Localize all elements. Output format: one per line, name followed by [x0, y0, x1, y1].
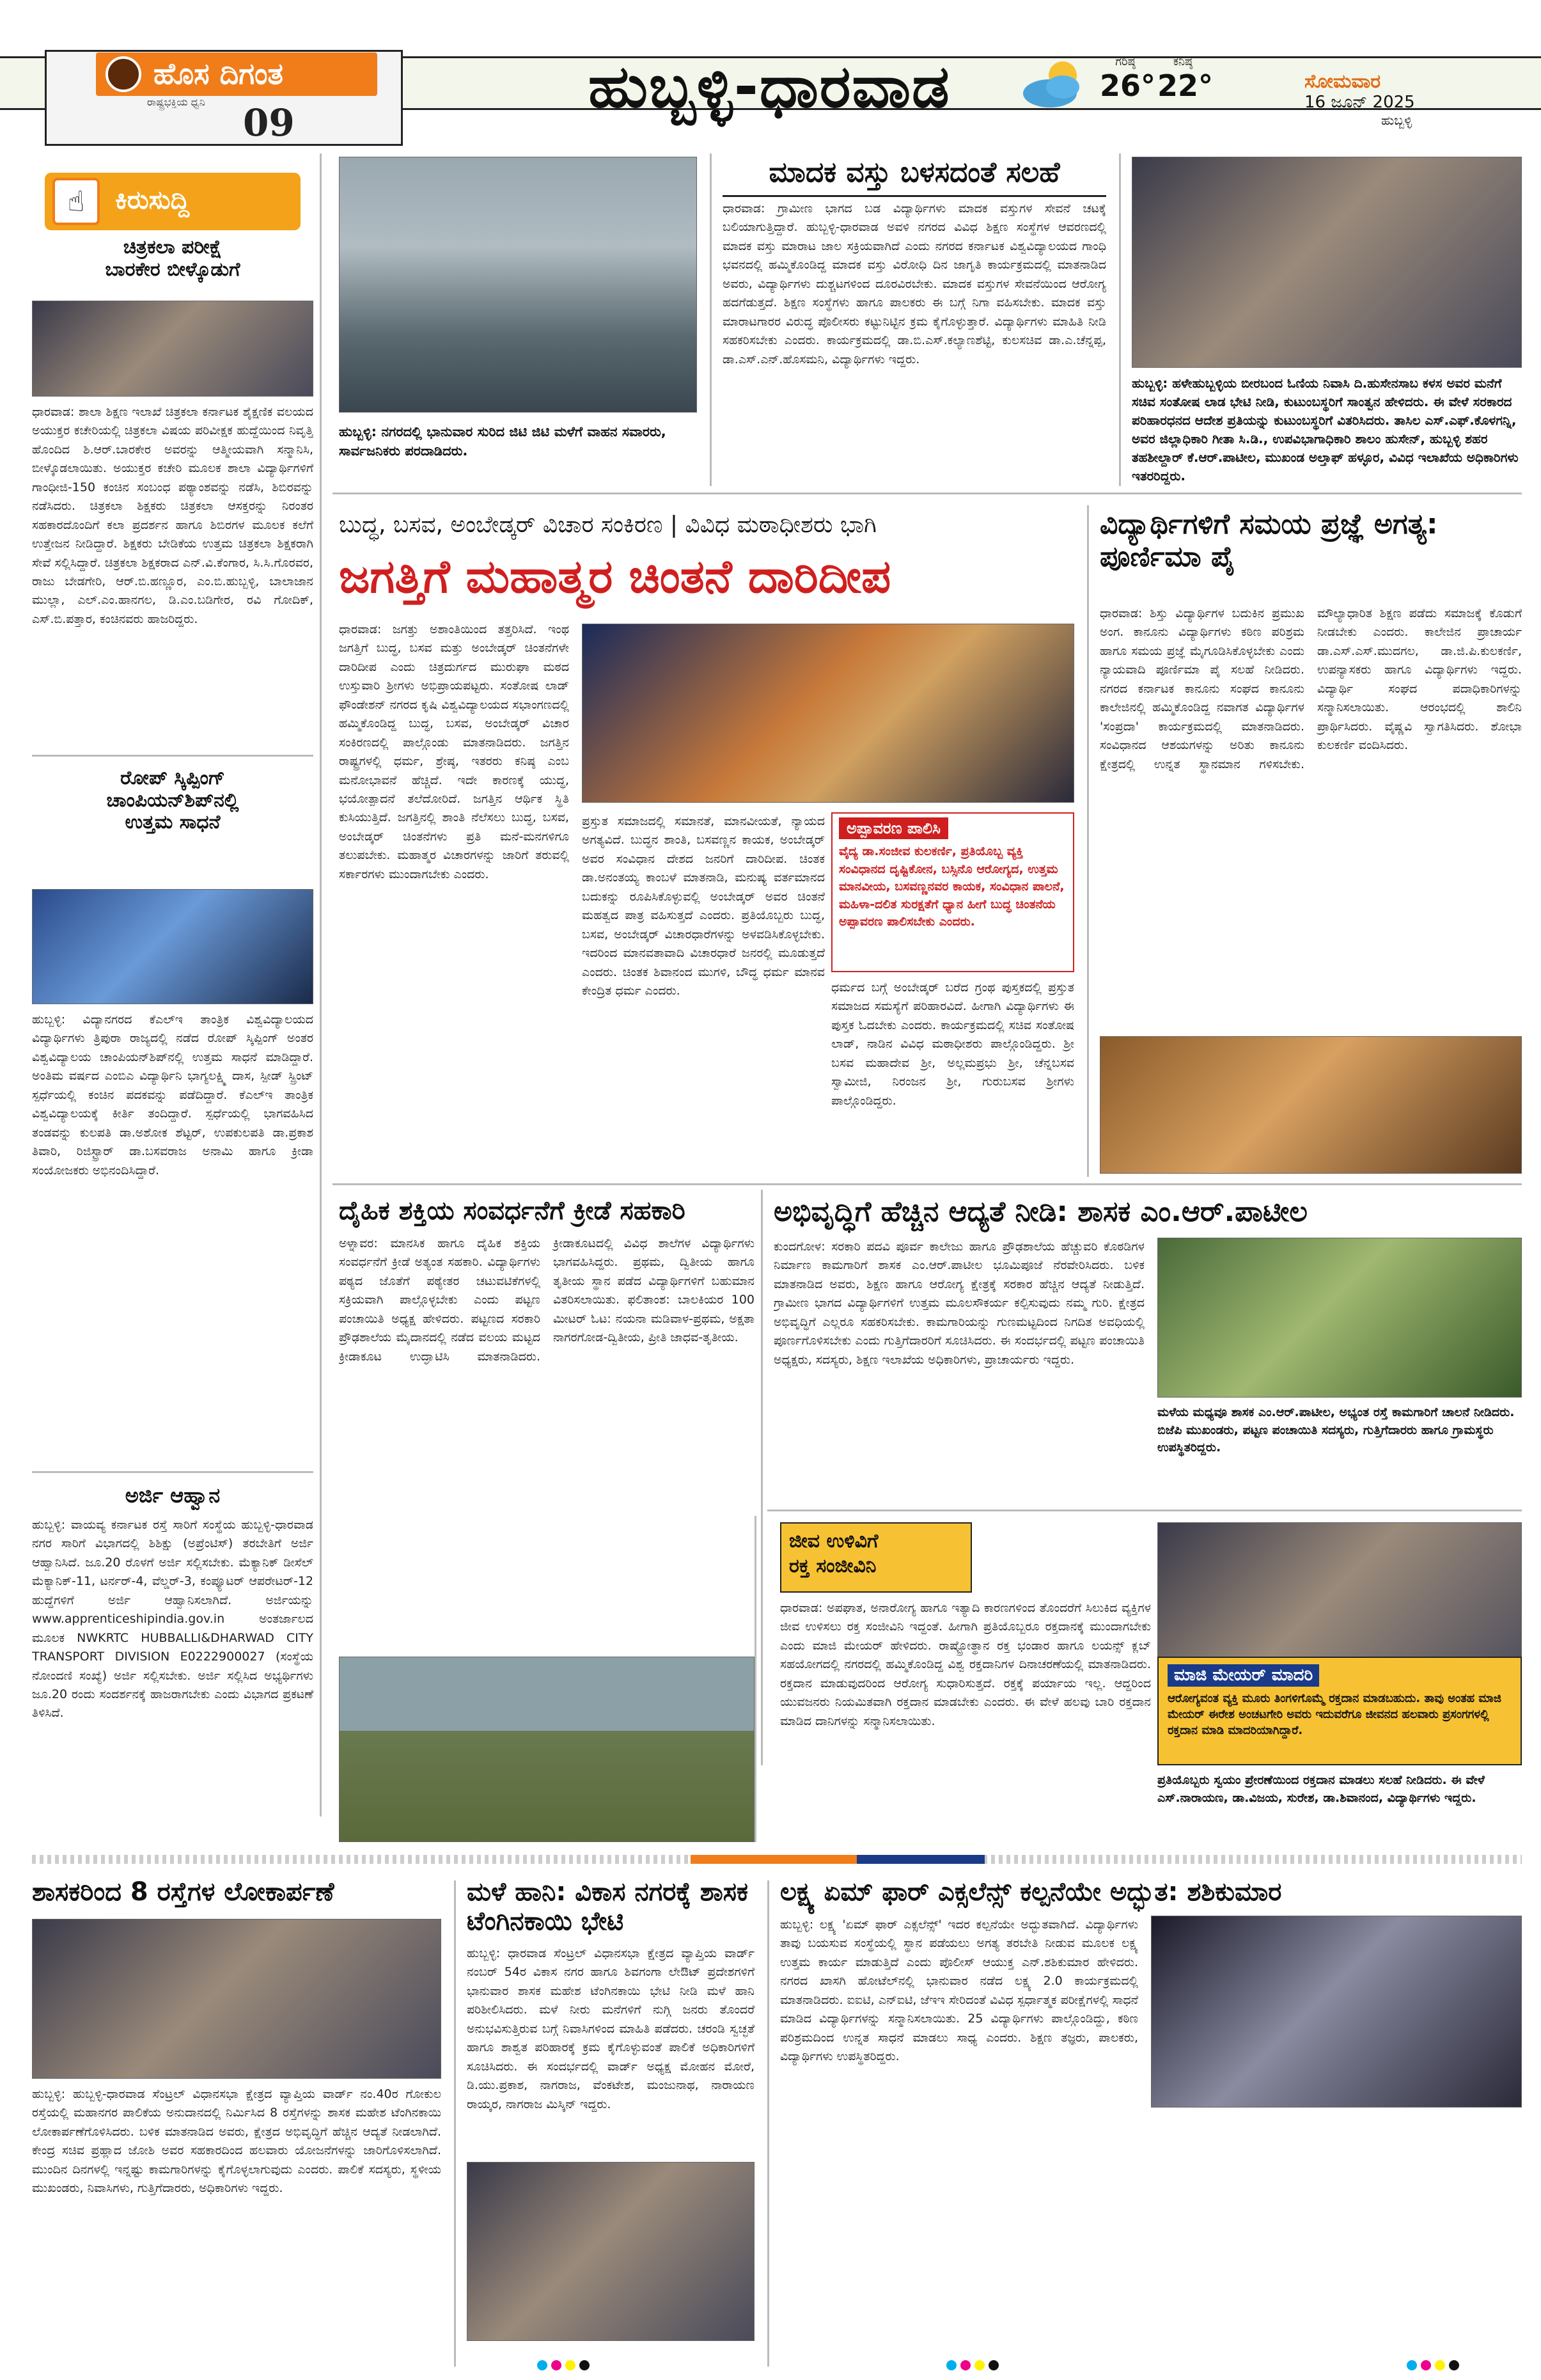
mayor-title: ಮಾಜಿ ಮೇಯರ್ ಮಾದರಿ: [1168, 1664, 1319, 1687]
lead-col2: ಪ್ರಸ್ತುತ ಸಮಾಜದಲ್ಲಿ ಸಮಾನತೆ, ಮಾನವೀಯತೆ, ನ್ಯಾಯದ ಅಗತ್ಯವಿದೆ. ಬುದ್ಧನ ಶಾಂತಿ, ಬಸವಣ್ಣನ ಕಾಯಕ, ಅಂಬೇಡ್ಕರ್ ಅವರ ಸಂವಿಧಾನ ದೇಶದ ಜನರಿಗೆ ದಾರಿದೀಪ. ಚಿಂತಕ ಡಾ.ಅನಂತಯ್ಯ ಕಾಂಬಳೆ ಮಾತನಾಡಿ, ಮನುಷ್ಯ ವರ್ತಮಾನದ ಬದುಕನ್ನು ರೂಪಿಸಿಕೊಳ್ಳುವಲ್ಲಿ ಅಂಬೇಡ್ಕರ್ ಅವರ ಚಿಂತನೆ ಮಹತ್ವದ ಪಾತ್ರ ವಹಿಸುತ್ತದೆ ಎಂದರು. ಪ್ರತಿಯೊಬ್ಬರು ಬುದ್ಧ, ಬಸವ, ಅಂಬೇಡ್ಕರ್ ವಿಚಾರಧಾರೆಗಳನ್ನು ಅಳವಡಿಸಿಕೊಳ್ಳಬೇಕು. ಇದರಿಂದ ಮಾನವತಾವಾದಿ ವಿಚಾರಧಾರೆ ಜನರಲ್ಲಿ ಮೂಡುತ್ತದೆ ಎಂದರು. ಚಿಂತಕ ಶಿವಾನಂದ ಮುಗಳಿ, ಬೌದ್ಧ ಧರ್ಮ ಮಾನವ ಕೇಂದ್ರಿತ ಧರ್ಮ ಎಂದರು.: [582, 814, 825, 998]
column-rule: [320, 154, 322, 1817]
students-title: ವಿದ್ಯಾರ್ಥಿಗಳಿಗೆ ಸಮಯ ಪ್ರಜ್ಞೆ ಅಗತ್ಯ: ಪೂರ್ಣಿಮಾ ಪೈ: [1100, 508, 1438, 573]
sports-title: ದೈಹಿಕ ಶಕ್ತಿಯ ಸಂವರ್ಧನೆಗೆ ಕ್ರೀಡೆ ಸಹಕಾರಿ: [339, 1196, 685, 1225]
city-title: ಹುಬ್ಬಳ್ಳಿ-ಧಾರವಾಡ: [588, 52, 951, 121]
patil-body: ಕುಂದಗೋಳ: ಸರಕಾರಿ ಪದವಿ ಪೂರ್ವ ಕಾಲೇಜು ಹಾಗೂ ಪ್ರೌಢಶಾಲೆಯ ಹೆಚ್ಚುವರಿ ಕೊಠಡಿಗಳ ನಿರ್ಮಾಣ ಕಾಮಗಾರಿಗೆ ಶಾಸಕ ಎಂ.ಆರ್.ಪಾಟೀಲ ಭೂಮಿಪೂಜೆ ನೆರವೇರಿಸಿದರು. ಬಳಿಕ ಮಾತನಾಡಿದ ಅವರು, ಶಿಕ್ಷಣ ಹಾಗೂ ಆರೋಗ್ಯ ಕ್ಷೇತ್ರಕ್ಕೆ ಸರಕಾರ ಹೆಚ್ಚಿನ ಆದ್ಯತೆ ನೀಡುತ್ತಿದೆ. ಗ್ರಾಮೀಣ ಭಾಗದ ವಿದ್ಯಾರ್ಥಿಗಳಿಗೆ ಉತ್ತಮ ಮೂಲಸೌಕರ್ಯ ಕಲ್ಪಿಸುವುದು ನಮ್ಮ ಗುರಿ. ಕ್ಷೇತ್ರದ ಅಭಿವೃದ್ಧಿಗೆ ಎಲ್ಲರೂ ಸಹಕರಿಸಬೇಕು. ಕಾಮಗಾರಿಯನ್ನು ಗುಣಮಟ್ಟದಿಂದ ನಿಗದಿತ ಅವಧಿಯಲ್ಲಿ ಪೂರ್ಣಗೊಳಿಸಬೇಕು ಎಂದು ಗುತ್ತಿಗೆದಾರರಿಗೆ ಸೂಚಿಸಿದರು. ಈ ಸಂದರ್ಭದಲ್ಲಿ ಪಟ್ಟಣ ಪಂಚಾಯಿತಿ ಅಧ್ಯಕ್ಷರು, ಸದಸ್ಯರು, ಶಿಕ್ಷಣ ಇಲಾಖೆಯ ಅಧಿಕಾರಿಗಳು, ಪ್ರಾಚಾರ್ಯರು ಇದ್ದರು.: [774, 1240, 1145, 1367]
kiru-item2-body: ಹುಬ್ಬಳ್ಳಿ: ವಿದ್ಯಾನಗರದ ಕೆಎಲ್‌ಇ ತಾಂತ್ರಿಕ ವಿಶ್ವವಿದ್ಯಾಲಯದ ವಿದ್ಯಾರ್ಥಿಗಳು ತ್ರಿಪುರಾ ರಾಜ್ಯದಲ್ಲಿ ನಡೆದ ರೋಪ್ ಸ್ಕಿಪ್ಪಿಂಗ್ ಅಂತರ ವಿಶ್ವವಿದ್ಯಾಲಯ ಚಾಂಪಿಯನ್‌ಶಿಪ್‌ನಲ್ಲಿ ಉತ್ತಮ ಸಾಧನೆ ಮಾಡಿದ್ದಾರೆ. ಅಂತಿಮ ವರ್ಷದ ಎಂಬಿಎ ವಿದ್ಯಾರ್ಥಿನಿ ಭಾಗ್ಯಲಕ್ಷ್ಮಿ ದಾಸ, ಸ್ಪೀಡ್ ಸ್ಪ್ರಿಂಟ್ ಸ್ಪರ್ಧೆಯಲ್ಲಿ ಕಂಚಿನ ಪದಕವನ್ನು ಪಡೆದಿದ್ದಾರೆ. ಕೆಎಲ್‌ಇ ತಾಂತ್ರಿಕ ವಿಶ್ವವಿದ್ಯಾಲಯಕ್ಕೆ ಕೀರ್ತಿ ತಂದಿದ್ದಾರೆ. ಸ್ಪರ್ಧೆಯಲ್ಲಿ ಭಾಗವಹಿಸಿದ ತಂಡವನ್ನು ಕುಲಪತಿ ಡಾ.ಅಶೋಕ ಶೆಟ್ಟರ್, ಉಪಕುಲಪತಿ ಡಾ.ಪ್ರಕಾಶ ತಿವಾರಿ, ರಿಜಿಸ್ಟ್ರಾರ್ ಡಾ.ಬಸವರಾಜ ಅನಾಮಿ ಹಾಗೂ ಕ್ರೀಡಾ ಸಂಯೋಜಕರು ಅಭಿನಂದಿಸಿದ್ದಾರೆ.: [32, 1013, 313, 1178]
lead-col1: ಧಾರವಾಡ: ಜಗತ್ತು ಅಶಾಂತಿಯಿಂದ ತತ್ತರಿಸಿದೆ. ಇಂಥ ಜಗತ್ತಿಗೆ ಬುದ್ಧ, ಬಸವ ಮತ್ತು ಅಂಬೇಡ್ಕರ್ ಚಿಂತನೆಗಳೇ ದಾರಿದೀಪ ಎಂದು ಚಿತ್ರದುರ್ಗದ ಮುರುಘಾ ಮಠದ ಉಸ್ತುವಾರಿ ಶ್ರೀಗಳು ಅಭಿಪ್ರಾಯಪಟ್ಟರು. ಸಂತೋಷ ಲಾಡ್ ಫೌಂಡೇಶನ್ ನಗರದ ಕೃಷಿ ವಿಶ್ವವಿದ್ಯಾಲಯದ ಸಭಾಂಗಣದಲ್ಲಿ ಹಮ್ಮಿಕೊಂಡಿದ್ದ ಬುದ್ಧ, ಬಸವ, ಅಂಬೇಡ್ಕರ್ ವಿಚಾರ ಸಂಕಿರಣದಲ್ಲಿ ಪಾಲ್ಗೊಂಡು ಮಾತನಾಡಿದರು. ಜಗತ್ತಿನ ರಾಷ್ಟ್ರಗಳಲ್ಲಿ ಧರ್ಮ, ಶ್ರೇಷ್ಠ, ಇತರರು ಕನಿಷ್ಠ ಎಂಬ ಮನೋಭಾವನೆ ಹೆಚ್ಚಿದೆ. ಇದೇ ಕಾರಣಕ್ಕೆ ಯುದ್ಧ, ಭಯೋತ್ಪಾದನೆ ತಲೆದೋರಿದೆ. ಜಗತ್ತಿನ ಆರ್ಥಿಕ ಸ್ಥಿತಿ ಕುಸಿಯುತ್ತಿದೆ. ಜಗತ್ತಿನಲ್ಲಿ ಶಾಂತಿ ನೆಲೆಸಲು ಬುದ್ಧ, ಬಸವ, ಅಂಬೇಡ್ಕರ್ ಚಿಂತನೆಗಳು ಪ್ರತಿ ಮನೆ-ಮನಗಳಿಗೂ ತಲುಪಬೇಕು. ಮಹಾತ್ಮರ ವಿಚಾರಗಳನ್ನು ಜಾರಿಗೆ ತರುವಲ್ಲಿ ಸರ್ಕಾರಗಳು ಮುಂದಾಗಬೇಕು ಎಂದರು.: [339, 622, 569, 881]
row-rule: [32, 1471, 313, 1473]
row-rule: [332, 1183, 1522, 1185]
print-registration-marks: [946, 2360, 999, 2370]
patil-title: ಅಭಿವೃದ್ಧಿಗೆ ಹೆಚ್ಚಿನ ಆದ್ಯತೆ ನೀಡಿ: ಶಾಸಕ ಎಂ.ಆರ್.ಪಾಟೀಲ: [774, 1195, 1308, 1228]
pointing-hand-icon: ☝: [52, 178, 100, 225]
kiru-item1-title: ಚಿತ್ರಕಲಾ ಪರೀಕ್ಷೆ ಬಾರಕೇರ ಬೀಳ್ಕೊಡುಗೆ: [105, 236, 240, 281]
kiru-item3-title: ಅರ್ಜಿ ಆಹ್ವಾನ: [125, 1483, 221, 1508]
print-registration-marks: [537, 2360, 590, 2370]
blood-tag: ಜೀವ ಉಳಿವಿಗೆ ರಕ್ತ ಸಂಜೀವಿನಿ: [780, 1522, 972, 1593]
mayor-box: [1157, 1657, 1522, 1765]
rain-caption: ಹುಬ್ಬಳ್ಳಿ: ನಗರದಲ್ಲಿ ಭಾನುವಾರ ಸುರಿದ ಜಿಟಿ ಜಿಟಿ ಮಳೆಗೆ ವಾಹನ ಸವಾರರು, ಸಾರ್ವಜನಿಕರು ಪರದಾಡಿದರು.: [339, 424, 666, 459]
drug-title: ಮಾದಕ ವಸ್ತು ಬಳಸದಂತೆ ಸಲಹೆ: [769, 156, 1060, 189]
roads-photo: [32, 1919, 441, 2079]
column-rule: [710, 154, 712, 486]
column-rule: [1087, 505, 1089, 1177]
shashi-title: ಲಕ್ಷ್ಯ ಏಮ್ ಫಾರ್ ಎಕ್ಸಲೆನ್ಸ್ ಕಲ್ಪನೆಯೇ ಅದ್ಭುತ: ಶಶಿಕುಮಾರ: [780, 1877, 1282, 1907]
day-of-week: ಸೋಮವಾರ: [1304, 70, 1381, 93]
blood-caption: ಪ್ರತಿಯೊಬ್ಬರು ಸ್ವಯಂ ಪ್ರೇರಣೆಯಿಂದ ರಕ್ತದಾನ ಮಾಡಲು ಸಲಹೆ ನೀಡಿದರು. ಈ ವೇಳೆ ಎಸ್.ನಾರಾಯಣ, ಡಾ.ವಿಜಯ, ಸುರೇಶ, ಡಾ.ಶಿವಾನಂದ, ವಿದ್ಯಾರ್ಥಿಗಳು ಇದ್ದರು.: [1157, 1773, 1485, 1805]
kiru-item1-body: ಧಾರವಾಡ: ಶಾಲಾ ಶಿಕ್ಷಣ ಇಲಾಖೆ ಚಿತ್ರಕಲಾ ಕರ್ನಾಟಕ ಶೈಕ್ಷಣಿಕ ವಲಯದ ಅಯುಕ್ತರ ಕಚೇರಿಯಲ್ಲಿ ಚಿತ್ರಕಲಾ ವಿಷಯ ಪರಿವೀಕ್ಷಕ ಹುದ್ದೆಯಿಂದ ನಿವೃತ್ತಿ ಹೊಂದಿದ ಶಿ.ಆರ್.ಬಾರಕೇರ ಅವರನ್ನು ಆತ್ಮೀಯವಾಗಿ ಸನ್ಮಾನಿಸಿ, ಬೀಳ್ಕೊಡಲಾಯಿತು. ಅಯುಕ್ತರ ಕಚೇರಿ ಮೂಲಕ ಶಾಲಾ ವಿದ್ಯಾರ್ಥಿಗಳಿಗೆ ಗಾಂಧೀಜಿ-150 ಕಂಚಿನ ಸಂಬಂಧ ಪಠ್ಯಾಂಶವನ್ನು ನಡೆಸಿ, ಶಿಬಿರವನ್ನು ನಡೆಸಿದರು. ಚಿತ್ರಕಲಾ ಶಿಕ್ಷಕರು ಚಿತ್ರಕಲಾ ಆಸಕ್ತರನ್ನು ನಿರಂತರ ಸಹಕಾರದೊಂದಿಗೆ ಕಲಾ ಪ್ರದರ್ಶನ ಹಾಗೂ ಶಿಬಿರಗಳ ಮೂಲಕ ಕಲೆಗೆ ಉತ್ತೇಜನ ನೀಡಿದ್ದಾರೆ. ಶಿಕ್ಷಕರು ಬೇಡಿಕೆಯ ಉತ್ತಮ ಚಿತ್ರಕಲಾ ಶಿಕ್ಷಕರಾಗಿ ಸೇವೆ ಸಲ್ಲಿಸಿದ್ದಾರೆ. ಚಿತ್ರಕಲಾ ಶಿಕ್ಷಕರಾದ ಎನ್.ವಿ.ಕೆಂಗಾರ, ಸಿ.ಸಿ.ಗೊರವರ, ರಾಜು ಬೇಡಗೇರಿ, ಆರ್.ಬಿ.ಹಣ್ಣೂರ, ಎಂ.ಬಿ.ಹುಬ್ಬಳ್ಳಿ, ಬಾಲಾಜಾನ ಮುಲ್ಲಾ, ಎಲ್.ಎಂ.ಹಾನಗಲ, ಡಿ.ಎಂ.ಬಡಿಗೇರ, ರವಿ ಗೋದಿಕ್, ಎಸ್.ಬಿ.ಪತ್ತಾರ, ಕಂಚಿನವರು ಹಾಜರಿದ್ದರು.: [32, 405, 313, 626]
patil-caption: ಮಳೆಯ ಮಧ್ಯವೂ ಶಾಸಕ ಎಂ.ಆರ್.ಪಾಟೀಲ, ಅಭ್ಯಂತ ರಸ್ತೆ ಕಾಮಗಾರಿಗೆ ಚಾಲನೆ ನೀಡಿದರು. ಬಿಜೆಪಿ ಮುಖಂಡರು, ಪಟ್ಟಣ ಪಂಚಾಯಿತಿ ಸದಸ್ಯರು, ಗುತ್ತಿಗೆದಾರರು ಹಾಗೂ ಗ್ರಾಮಸ್ಥರು ಉಪಸ್ಥಿತರಿದ್ದರು.: [1157, 1405, 1515, 1455]
temp-min: ಕನಿಷ್ಠ 22°: [1157, 55, 1214, 103]
quote-box: [831, 812, 1074, 972]
roads-body: ಹುಬ್ಬಳ್ಳಿ: ಹುಬ್ಬಳ್ಳಿ-ಧಾರವಾಡ ಸೆಂಟ್ರಲ್ ವಿಧಾನಸಭಾ ಕ್ಷೇತ್ರದ ವ್ಯಾಪ್ತಿಯ ವಾರ್ಡ್ ನಂ.40ರ ಗೋಕುಲ ರಸ್ತೆಯಲ್ಲಿ ಮಹಾನಗರ ಪಾಲಿಕೆಯ ಅನುದಾನದಲ್ಲಿ ನಿರ್ಮಿಸಿದ 8 ರಸ್ತೆಗಳನ್ನು ಶಾಸಕ ಮಹೇಶ ಟೆಂಗಿನಕಾಯಿ ಲೋಕಾರ್ಪಣೆಗೊಳಿಸಿದರು. ಬಳಿಕ ಮಾತನಾಡಿದ ಅವರು, ಕ್ಷೇತ್ರದ ಅಭಿವೃದ್ಧಿಗೆ ಹೆಚ್ಚಿನ ಆದ್ಯತೆ ನೀಡಲಾಗಿದೆ. ಕೇಂದ್ರ ಸಚಿವ ಪ್ರಹ್ಲಾದ ಜೋಶಿ ಅವರ ಸಹಕಾರದಿಂದ ಹಲವಾರು ಯೋಜನೆಗಳನ್ನು ಜಾರಿಗೊಳಿಸಲಾಗಿದೆ. ಮುಂದಿನ ದಿನಗಳಲ್ಲಿ ಇನ್ನಷ್ಟು ಕಾಮಗಾರಿಗಳನ್ನು ಕೈಗೊಳ್ಳಲಾಗುವುದು ಎಂದರು. ಪಾಲಿಕೆ ಸದಸ್ಯರು, ಸ್ಥಳೀಯ ಮುಖಂಡರು, ನಿವಾಸಿಗಳು, ಗುತ್ತಿಗೆದಾರರು, ಅಧಿಕಾರಿಗಳು ಇದ್ದರು.: [32, 2087, 441, 2196]
column-rule: [1119, 154, 1121, 486]
row-rule: [332, 493, 1522, 494]
shashi-body-cont: [1151, 2114, 1522, 2341]
page-number: 09: [243, 101, 295, 145]
drug-body: ಧಾರವಾಡ: ಗ್ರಾಮೀಣ ಭಾಗದ ಬಡ ವಿದ್ಯಾರ್ಥಿಗಳು ಮಾದಕ ವಸ್ತುಗಳ ಸೇವನೆ ಚಟಕ್ಕೆ ಬಲಿಯಾಗುತ್ತಿದ್ದಾರೆ. ಹುಬ್ಬಳ್ಳಿ-ಧಾರವಾಡ ಅವಳಿ ನಗರದ ವಿವಿಧ ಶಿಕ್ಷಣ ಸಂಸ್ಥೆಗಳ ಆವರಣದಲ್ಲಿ ಮಾದಕ ವಸ್ತು ಮಾರಾಟ ಜಾಲ ಸಕ್ರಿಯವಾಗಿದೆ ಎಂದು ನಗರದ ಕರ್ನಾಟಕ ವಿಶ್ವವಿದ್ಯಾಲಯದ ಗಾಂಧಿ ಭವನದಲ್ಲಿ ಹಮ್ಮಿಕೊಂಡಿದ್ದ ಮಾದಕ ವಸ್ತು ವಿರೋಧಿ ದಿನ ಜಾಗೃತಿ ಕಾರ್ಯಕ್ರಮದಲ್ಲಿ ಮಾತನಾಡಿದ ಅವರು, ವಿದ್ಯಾರ್ಥಿಗಳು ದುಶ್ಚಟಗಳಿಂದ ದೂರವಿರಬೇಕು. ಮಾದಕ ವಸ್ತುಗಳ ಸೇವನೆಯಿಂದ ಆರೋಗ್ಯ ಹದಗೆಡುತ್ತದೆ. ಶಿಕ್ಷಣ ಸಂಸ್ಥೆಗಳು ಹಾಗೂ ಪಾಲಕರು ಈ ಬಗ್ಗೆ ನಿಗಾ ವಹಿಸಬೇಕು. ಮಾದಕ ವಸ್ತು ಮಾರಾಟಗಾರರ ವಿರುದ್ಧ ಪೊಲೀಸರು ಕಟ್ಟುನಿಟ್ಟಿನ ಕ್ರಮ ಕೈಗೊಳ್ಳುತ್ತಾರೆ. ವಿದ್ಯಾರ್ಥಿಗಳು ಮಾಹಿತಿ ನೀಡಿ ಸಹಕರಿಸಬೇಕು ಎಂದರು. ಕಾರ್ಯಕ್ರಮದಲ್ಲಿ ಡಾ.ಬಿ.ಎಸ್.ಕಲ್ಯಾಣಶೆಟ್ಟಿ, ಕುಲಸಚಿವ ಡಾ.ಎ.ಚೆನ್ನಪ್ಪ, ಡಾ.ಎಸ್.ಎನ್.ಹೊಸಮನಿ, ವಿದ್ಯಾರ್ಥಿಗಳು ಇದ್ದರು.: [723, 201, 1106, 366]
quote-title: ಅಪ್ಪಾವರಣ ಪಾಲಿಸಿ: [839, 817, 948, 839]
kiru-item2-photo: [32, 889, 313, 1004]
students-photo: [1100, 1036, 1522, 1174]
sports-body: ಅಳ್ನಾವರ: ಮಾನಸಿಕ ಹಾಗೂ ದೈಹಿಕ ಶಕ್ತಿಯ ಸಂವರ್ಧನೆಗೆ ಕ್ರೀಡೆ ಅತ್ಯಂತ ಸಹಕಾರಿ. ವಿದ್ಯಾರ್ಥಿಗಳು ಪಠ್ಯದ ಜೊತೆಗೆ ಪಠ್ಯೇತರ ಚಟುವಟಿಕೆಗಳಲ್ಲಿ ಸಕ್ರಿಯವಾಗಿ ಪಾಲ್ಗೊಳ್ಳಬೇಕು ಎಂದು ಪಟ್ಟಣ ಪಂಚಾಯಿತಿ ಅಧ್ಯಕ್ಷ ಹೇಳಿದರು. ಪಟ್ಟಣದ ಸರಕಾರಿ ಪ್ರೌಢಶಾಲೆಯ ಮೈದಾನದಲ್ಲಿ ನಡೆದ ವಲಯ ಮಟ್ಟದ ಕ್ರೀಡಾಕೂಟ ಉದ್ಘಾಟಿಸಿ ಮಾತನಾಡಿದರು. ಕ್ರೀಡಾಕೂಟದಲ್ಲಿ ವಿವಿಧ ಶಾಲೆಗಳ ವಿದ್ಯಾರ್ಥಿಗಳು ಭಾಗವಹಿಸಿದ್ದರು. ಪ್ರಥಮ, ದ್ವಿತೀಯ ಹಾಗೂ ತೃತೀಯ ಸ್ಥಾನ ಪಡೆದ ವಿದ್ಯಾರ್ಥಿಗಳಿಗೆ ಬಹುಮಾನ ವಿತರಿಸಲಾಯಿತು. ಫಲಿತಾಂಶ: ಬಾಲಕಿಯರ 100 ಮೀಟರ್ ಓಟ: ನಯನಾ ಮಡಿವಾಳ-ಪ್ರಥಮ, ಅಕ್ಷತಾ ನಾಗರಗೋಡ-ದ್ವಿತೀಯ, ಪ್ರೀತಿ ಜಾಧವ-ತೃತೀಯ.: [339, 1236, 755, 1364]
tagline: ರಾಷ್ಟ್ರಭಕ್ತಿಯ ಧ್ವನಿ: [147, 96, 205, 108]
paper-name: ಹೊಸ ದಿಗಂತ: [96, 52, 377, 96]
row-rule: [767, 1509, 1522, 1511]
hole-photo: [1132, 157, 1522, 368]
patil-photo: [1157, 1238, 1522, 1398]
hole-caption: ಹುಬ್ಬಳ್ಳಿ: ಹಳೇಹುಬ್ಬಳ್ಳಿಯ ಬೀರಬಂದ ಓಣಿಯ ನಿವಾಸಿ ದಿ.ಹುಸೇನಸಾಬ ಕಳಸ ಅವರ ಮನೆಗೆ ಸಚಿವ ಸಂತೋಷ ಲಾಡ ಭೇಟಿ ನೀಡಿ, ಕುಟುಂಬಸ್ಥರಿಗೆ ಸಾಂತ್ವನ ಹೇಳಿದರು. ಈ ವೇಳೆ ಸರಕಾರದ ಪರಿಹಾರಧನದ ಆದೇಶ ಪ್ರತಿಯನ್ನು ಕುಟುಂಬಸ್ಥರಿಗೆ ವಿತರಿಸಿದರು. ತಾಸಿಲ ಎಸ್.ಎಫ್.ಕೊಳಗನ್ನಿ, ಅವರ ಜಿಲ್ಲಾಧಿಕಾರಿ ಗೀತಾ ಸಿ.ಡಿ., ಉಪವಿಭಾಗಾಧಿಕಾರಿ ಶಾಲಂ ಹುಸೇನ್, ಹುಬ್ಬಳ್ಳಿ ಶಹರ ತಹಶೀಲ್ದಾರ್ ಕೆ.ಆರ್.ಪಾಟೀಲ, ಮುಖಂಡ ಅಲ್ತಾಫ್ ಹಳ್ಳೂರ, ವಿವಿಧ ಇಲಾಖೆಯ ಅಧಿಕಾರಿಗಳು ಇತರರಿದ್ದರು.: [1132, 375, 1519, 484]
lead-title: ಜಗತ್ತಿಗೆ ಮಹಾತ್ಮರ ಚಿಂತನೆ ದಾರಿದೀಪ: [339, 549, 891, 603]
accent-bar: [691, 1855, 857, 1864]
emblem-icon: [106, 56, 141, 92]
flood-title: ಮಳೆ ಹಾನಿ: ವಿಕಾಸ ನಗರಕ್ಕೆ ಶಾಸಕ ಟೆಂಗಿನಕಾಯಿ ಭೇಟಿ: [467, 1877, 749, 1936]
column-rule: [454, 1880, 456, 2367]
flood-photo: [467, 2162, 755, 2341]
flood-body: ಹುಬ್ಬಳ್ಳಿ: ಧಾರವಾಡ ಸೆಂಟ್ರಲ್ ವಿಧಾನಸಭಾ ಕ್ಷೇತ್ರದ ವ್ಯಾಪ್ತಿಯ ವಾರ್ಡ್ ನಂಬರ್ 54ರ ವಿಕಾಸ ನಗರ ಹಾಗೂ ಶಿವಗಂಗಾ ಲೇಔಟ್ ಪ್ರದೇಶಗಳಿಗೆ ಭಾನುವಾರ ಶಾಸಕ ಮಹೇಶ ಟೆಂಗಿನಕಾಯಿ ಭೇಟಿ ನೀಡಿ ಮಳೆ ಹಾನಿ ಪರಿಶೀಲಿಸಿದರು. ಮಳೆ ನೀರು ಮನೆಗಳಿಗೆ ನುಗ್ಗಿ ಜನರು ತೊಂದರೆ ಅನುಭವಿಸುತ್ತಿರುವ ಬಗ್ಗೆ ನಿವಾಸಿಗಳಿಂದ ಮಾಹಿತಿ ಪಡೆದರು. ಚರಂಡಿ ಸ್ವಚ್ಛತೆ ಹಾಗೂ ಶಾಶ್ವತ ಪರಿಹಾರಕ್ಕೆ ಕ್ರಮ ಕೈಗೊಳ್ಳುವಂತೆ ಪಾಲಿಕೆ ಅಧಿಕಾರಿಗಳಿಗೆ ಸೂಚಿಸಿದರು. ಈ ಸಂದರ್ಭದಲ್ಲಿ ವಾರ್ಡ್ ಅಧ್ಯಕ್ಷ ಮೋಹನ ಮೋರೆ, ಡಿ.ಯು.ಪ್ರಕಾಶ, ನಾಗರಾಜ, ವೆಂಕಟೇಶ, ಮಂಜುನಾಥ, ನಾರಾಯಣ ರಾಯ್ಕರ, ನಾಗರಾಜ ಮಿಸ್ಕಿನ್ ಇದ್ದರು.: [467, 1946, 755, 2111]
lead-kicker: ಬುದ್ಧ, ಬಸವ, ಅಂಬೇಡ್ಕರ್ ವಿಚಾರ ಸಂಕಿರಣ | ವಿವಿಧ ಮಠಾಧೀಶರು ಭಾಗಿ: [339, 512, 877, 538]
column-rule: [761, 1190, 763, 1765]
kiru-item2-title: ರೋಪ್ ಸ್ಕಿಪ್ಪಿಂಗ್ ಚಾಂಪಿಯನ್‌ಶಿಪ್‌ನಲ್ಲಿ ಉತ್ತಮ ಸಾಧನೆ: [106, 767, 239, 833]
students-body: ಧಾರವಾಡ: ಶಿಸ್ತು ವಿದ್ಯಾರ್ಥಿಗಳ ಬದುಕಿನ ಪ್ರಮುಖ ಅಂಗ. ಕಾನೂನು ವಿದ್ಯಾರ್ಥಿಗಳು ಕಠಿಣ ಪರಿಶ್ರಮ ಹಾಗೂ ಸಮಯ ಪ್ರಜ್ಞೆ ಮೈಗೂಡಿಸಿಕೊಳ್ಳಬೇಕು ಎಂದು ನ್ಯಾಯವಾದಿ ಪೂರ್ಣಿಮಾ ಪೈ ಸಲಹೆ ನೀಡಿದರು. ನಗರದ ಕರ್ನಾಟಕ ಕಾನೂನು ಸಂಘದ ಕಾನೂನು ಕಾಲೇಜಿನಲ್ಲಿ ಹಮ್ಮಿಕೊಂಡಿದ್ದ ನವಾಗತ ವಿದ್ಯಾರ್ಥಿಗಳ 'ಸಂಪ್ರದಾ' ಕಾರ್ಯಕ್ರಮದಲ್ಲಿ ಮಾತನಾಡಿದರು. ಸಂವಿಧಾನದ ಆಶಯಗಳನ್ನು ಅರಿತು ಕಾನೂನು ಕ್ಷೇತ್ರದಲ್ಲಿ ಉನ್ನತ ಸ್ಥಾನಮಾನ ಗಳಿಸಬೇಕು. ಮೌಲ್ಯಾಧಾರಿತ ಶಿಕ್ಷಣ ಪಡೆದು ಸಮಾಜಕ್ಕೆ ಕೊಡುಗೆ ನೀಡಬೇಕು ಎಂದರು. ಕಾಲೇಜಿನ ಪ್ರಾಚಾರ್ಯ ಡಾ.ಎಸ್.ಎಸ್.ಮುದಗಲ, ಡಾ.ಜಿ.ಪಿ.ಕುಲಕರ್ಣಿ, ಉಪನ್ಯಾಸಕರು ಹಾಗೂ ವಿದ್ಯಾರ್ಥಿಗಳು ಇದ್ದರು. ವಿದ್ಯಾರ್ಥಿ ಸಂಘದ ಪದಾಧಿಕಾರಿಗಳನ್ನು ಸನ್ಮಾನಿಸಲಾಯಿತು. ಆರಂಭದಲ್ಲಿ ಶಾಲಿನಿ ಪ್ರಾರ್ಥಿಸಿದರು. ವೈಷ್ಣವಿ ಸ್ವಾಗತಿಸಿದರು. ಶೋಭಾ ಕುಲಕರ್ಣಿ ವಂದಿಸಿದರು.: [1100, 606, 1522, 771]
print-registration-marks: [1407, 2360, 1459, 2370]
kiru-item1-photo: [32, 301, 313, 397]
shashi-photo: [1151, 1916, 1522, 2108]
column-rule: [755, 1516, 756, 1842]
sports-photo: [339, 1657, 755, 1842]
rain-photo: [339, 157, 697, 413]
date-block: [1304, 70, 1522, 128]
edition-location: ಹುಬ್ಬಳ್ಳಿ: [1381, 113, 1412, 128]
column-rule: [767, 1880, 769, 2367]
kirusuddi-label: ಕಿರುಸುದ್ದಿ: [115, 185, 190, 215]
accent-bar: [857, 1855, 985, 1864]
lead-col3: ಧರ್ಮದ ಬಗ್ಗೆ ಅಂಬೇಡ್ಕರ್ ಬರೆದ ಗ್ರಂಥ ಪುಸ್ತಕದಲ್ಲಿ ಪ್ರಸ್ತುತ ಸಮಾಜದ ಸಮಸ್ಯೆಗೆ ಪರಿಹಾರವಿದೆ. ಹೀಗಾಗಿ ವಿದ್ಯಾರ್ಥಿಗಳು ಈ ಪುಸ್ತಕ ಓದಬೇಕು ಎಂದರು. ಕಾರ್ಯಕ್ರಮದಲ್ಲಿ ಸಚಿವ ಸಂತೋಷ ಲಾಡ್, ನಾಡಿನ ವಿವಿಧ ಮಠಾಧೀಶರು ಪಾಲ್ಗೊಂಡಿದ್ದರು. ಶ್ರೀ ಬಸವ ಮಹಾದೇವ ಶ್ರೀ, ಅಲ್ಲಮಪ್ರಭು ಶ್ರೀ, ಚೆನ್ನಬಸವ ಸ್ವಾಮೀಜಿ, ನಿರಂಜನ ಶ್ರೀ, ಗುರುಬಸವ ಶ್ರೀಗಳು ಪಾಲ್ಗೊಂಡಿದ್ದರು.: [831, 981, 1074, 1108]
row-rule: [32, 755, 313, 757]
lead-photo: [582, 624, 1074, 803]
cloud-sun-icon: [1017, 51, 1093, 115]
shashi-body: ಹುಬ್ಬಳ್ಳಿ: ಲಕ್ಷ್ಯ 'ಏಮ್ ಫಾರ್ ಎಕ್ಸಲೆನ್ಸ್' ಇದರ ಕಲ್ಪನೆಯೇ ಅದ್ಭುತವಾಗಿದೆ. ವಿದ್ಯಾರ್ಥಿಗಳು ತಾವು ಬಯಸುವ ಸಂಸ್ಥೆಯಲ್ಲಿ ಸ್ಥಾನ ಪಡೆಯಲು ಅಗತ್ಯ ತರಬೇತಿ ನೀಡುವ ಮೂಲಕ ಲಕ್ಷ್ಯ ಉತ್ತಮ ಕಾರ್ಯ ಮಾಡುತ್ತಿದೆ ಎಂದು ಪೊಲೀಸ್ ಆಯುಕ್ತ ಎನ್.ಶಶಿಕುಮಾರ ಹೇಳಿದರು. ನಗರದ ಖಾಸಗಿ ಹೋಟೆಲ್‌ನಲ್ಲಿ ಭಾನುವಾರ ನಡೆದ ಲಕ್ಷ್ಯ 2.0 ಕಾರ್ಯಕ್ರಮದಲ್ಲಿ ಮಾತನಾಡಿದರು. ಐಐಟಿ, ಎನ್‌ಐಟಿ, ಜೆಇಇ ಸೇರಿದಂತೆ ವಿವಿಧ ಸ್ಪರ್ಧಾತ್ಮಕ ಪರೀಕ್ಷೆಗಳಲ್ಲಿ ಸಾಧನೆ ಮಾಡಿದ ವಿದ್ಯಾರ್ಥಿಗಳನ್ನು ಸನ್ಮಾನಿಸಲಾಯಿತು. 25 ವಿದ್ಯಾರ್ಥಿಗಳು ಪಾಲ್ಗೊಂಡಿದ್ದು, ಕಠಿಣ ಪರಿಶ್ರಮದಿಂದ ಉನ್ನತ ಸಾಧನೆ ಮಾಡಲು ಸಾಧ್ಯ ಎಂದರು. ಶಿಕ್ಷಣ ತಜ್ಞರು, ಪಾಲಕರು, ವಿದ್ಯಾರ್ಥಿಗಳು ಉಪಸ್ಥಿತರಿದ್ದರು.: [780, 1918, 1138, 2064]
title-rule: [723, 195, 1106, 197]
roads-title: ಶಾಸಕರಿಂದ 8 ರಸ್ತೆಗಳ ಲೋಕಾರ್ಪಣೆ: [32, 1877, 334, 1907]
mayor-text: ಆರೋಗ್ಯವಂತ ವ್ಯಕ್ತಿ ಮೂರು ತಿಂಗಳಿಗೊಮ್ಮೆ ರಕ್ತದಾನ ಮಾಡಬಹುದು. ತಾವು ಅಂತಹ ಮಾಜಿ ಮೇಯರ್ ಈರೇಶ ಅಂಚಟಗೇರಿ ಅವರು ಇದುವರೆಗೂ ಜೀವನದ ಹಲವಾರು ಪ್ರಸಂಗಗಳಲ್ಲಿ ರಕ್ತದಾನ ಮಾಡಿ ಮಾದರಿಯಾಗಿದ್ದಾರೆ.: [1168, 1692, 1501, 1738]
quote-text: ವೈದ್ಯ ಡಾ.ಸಂಜೀವ ಕುಲಕರ್ಣಿ, ಪ್ರತಿಯೊಬ್ಬ ವ್ಯಕ್ತಿ ಸಂವಿಧಾನದ ದೃಷ್ಟಿಕೋನ, ಬಸ್ಸಿನೊ ಆರೋಗ್ಯದ, ಉತ್ತಮ ಮಾನವೀಯ, ಬಸವಣ್ಣನವರ ಕಾಯಕ, ಸಂವಿಧಾನ ಪಾಲನೆ, ಮಹಿಳಾ-ದಲಿತ ಸುರಕ್ಷತೆಗೆ ಧ್ಯಾನ ಹೀಗೆ ಬುದ್ಧ ಚಿಂತನೆಯ ಅಪ್ಪಾವರಣ ಪಾಲಿಸಬೇಕು ಎಂದರು.: [839, 844, 1065, 929]
blood-body: ಧಾರವಾಡ: ಅಪಘಾತ, ಅನಾರೋಗ್ಯ ಹಾಗೂ ಇತ್ಯಾದಿ ಕಾರಣಗಳಿಂದ ತೊಂದರೆಗೆ ಸಿಲುಕಿದ ವ್ಯಕ್ತಿಗಳ ಜೀವ ಉಳಿಸಲು ರಕ್ತ ಸಂಜೀವಿನಿ ಇದ್ದಂತೆ. ಹೀಗಾಗಿ ಪ್ರತಿಯೊಬ್ಬರೂ ರಕ್ತದಾನಕ್ಕೆ ಮುಂದಾಗಬೇಕು ಎಂದು ಮಾಜಿ ಮೇಯರ್ ಹೇಳಿದರು. ರಾಷ್ಟ್ರೋತ್ಥಾನ ರಕ್ತ ಭಂಡಾರ ಹಾಗೂ ಲಯನ್ಸ್ ಕ್ಲಬ್ ಸಹಯೋಗದಲ್ಲಿ ನಗರದಲ್ಲಿ ಹಮ್ಮಿಕೊಂಡಿದ್ದ ವಿಶ್ವ ರಕ್ತದಾನಿಗಳ ದಿನಾಚರಣೆಯಲ್ಲಿ ಮಾತನಾಡಿದರು. ರಕ್ತದಾನ ಮಾಡುವುದರಿಂದ ಆರೋಗ್ಯ ಸುಧಾರಿಸುತ್ತದೆ. ರಕ್ತಕ್ಕೆ ಪರ್ಯಾಯ ಇಲ್ಲ. ಆದ್ದರಿಂದ ಯುವಜನರು ನಿಯಮಿತವಾಗಿ ರಕ್ತದಾನ ಮಾಡಬೇಕು ಎಂದರು. ಈ ವೇಳೆ ಹಲವು ಬಾರಿ ರಕ್ತದಾನ ಮಾಡಿದ ದಾನಿಗಳನ್ನು ಸನ್ಮಾನಿಸಲಾಯಿತು.: [780, 1601, 1151, 1728]
temp-max: ಗರಿಷ್ಠ 26°: [1100, 55, 1156, 103]
kiru-item3-body: ಹುಬ್ಬಳ್ಳಿ: ವಾಯವ್ಯ ಕರ್ನಾಟಕ ರಸ್ತೆ ಸಾರಿಗೆ ಸಂಸ್ಥೆಯ ಹುಬ್ಬಳ್ಳಿ-ಧಾರವಾಡ ನಗರ ಸಾರಿಗೆ ವಿಭಾಗದಲ್ಲಿ ಶಿಶಿಕ್ಷು (ಅಪ್ರೆಂಟಿಸ್) ತರಬೇತಿಗೆ ಅರ್ಜಿ ಆಹ್ವಾನಿಸಿದೆ. ಜೂ.20 ರೊಳಗೆ ಅರ್ಜಿ ಸಲ್ಲಿಸಬೇಕು. ಮೆಕ್ಯಾನಿಕ್ ಡೀಸೆಲ್ ಮೆಕ್ಯಾನಿಕ್-11, ಟರ್ನರ್-4, ವೆಲ್ಡರ್-3, ಕಂಪ್ಯೂಟರ್ ಆಪರೇಟರ್-12 ಹುದ್ದೆಗಳಿಗೆ ಅರ್ಜಿ ಆಹ್ವಾನಿಸಲಾಗಿದೆ. ಅರ್ಜಿಯನ್ನು www.apprenticeshipindia.gov.in ಅಂತರ್ಜಾಲದ ಮೂಲಕ NWKRTC HUBBALLI&DHARWAD CITY TRANSPORT DIVISION E0222900027 (ಸಂಸ್ಥೆಯ ನೋಂದಣಿ ಸಂಖ್ಯೆ) ಅರ್ಜಿ ಸಲ್ಲಿಸಬೇಕು. ಅರ್ಜಿ ಸಲ್ಲಿಸಿದ ಅಭ್ಯರ್ಥಿಗಳು ಜೂ.20 ರಂದು ಸಂದರ್ಶನಕ್ಕೆ ಹಾಜರಾಗಬೇಕು ಎಂದು ವಿಭಾಗದ ಪ್ರಕಟಣೆ ತಿಳಿಸಿದೆ.: [32, 1518, 313, 1721]
date: 16 ಜೂನ್ 2025: [1304, 93, 1415, 112]
